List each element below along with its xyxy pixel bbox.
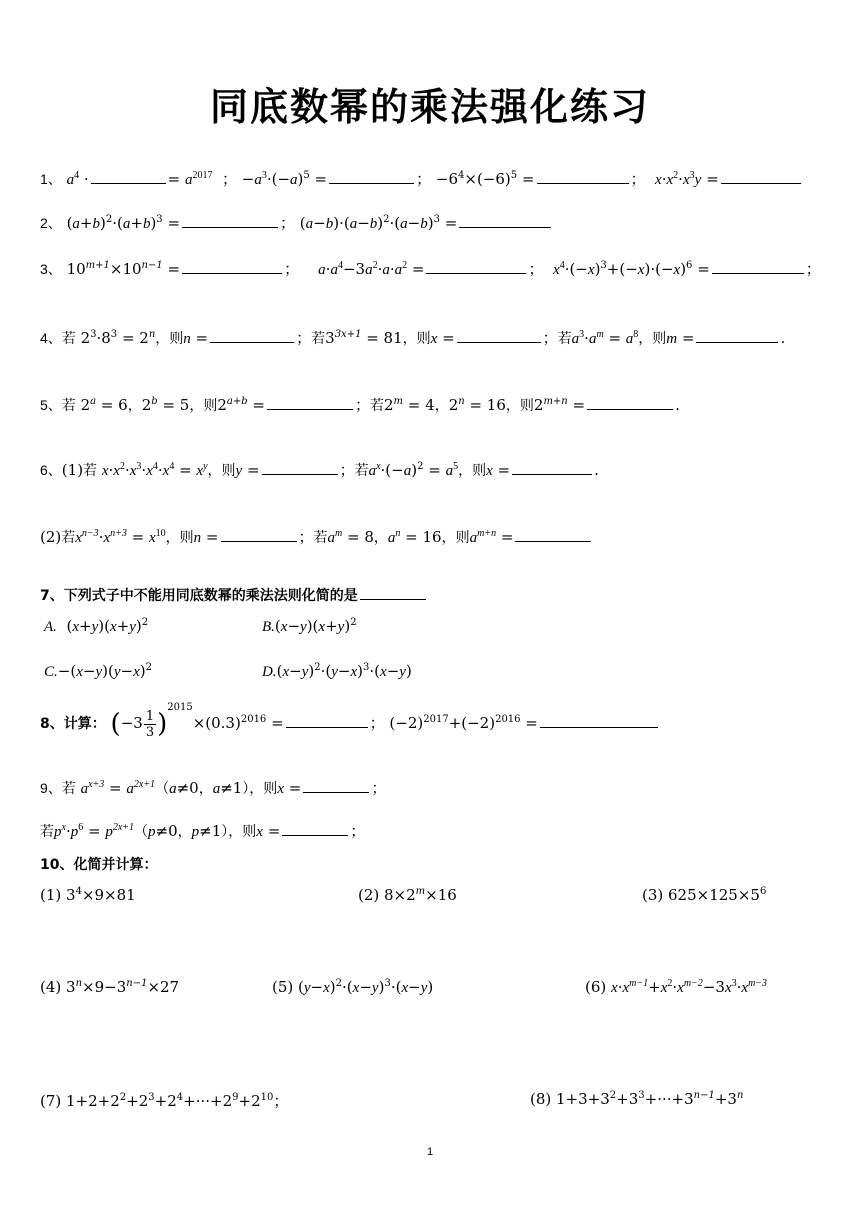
question-9-part-2: 若$p^x\cdot p^6 = p^{2x+1}(p\ne 0$，p≠1），则x = ； [40,822,366,840]
question-5: 5、若 $2^a = 6$，$2^b = 5$，则$2^{a+b}$ = ；若$2^m = 4$，$2^n = 16$，则$2^{m+n}$ = . [40,396,680,414]
q10-item-5: (5) $(y-x)^2\cdot(x-y)^3\cdot(x-y)$ [272,978,434,996]
q10-item-1: (1) $3^4\times 9\times 81$ [40,886,136,904]
question-6-part-1: 6、(1)若 $x\cdot x^2\cdot x^3\cdot x^4\cdot x^4 = x^y$，则y = ；若$a^x\cdot(-a)^2 = a^5$，则x = . [40,461,599,479]
question-8: 8、计算： (−3 $\frac{1}{3}$ )$^{2015}\times(0.3)^{2016}$ = ； $(-2)^{2017}+(-2)^{2016}$ = [40,708,660,740]
question-10 [40,854,157,874]
question-number: 2、 [40,215,62,231]
answer-blank[interactable] [537,182,629,184]
page-title: 同底数幂的乘法强化练习 [209,85,650,129]
q10-item-6: (6) $x\cdot x^{m-1}+x^2\cdot x^{m-2}-3x^3\cdot x^{m-3}$ [585,978,768,996]
answer-blank[interactable] [457,341,541,343]
option-b[interactable]: $B.(x-y)(x+y)^2$ [262,617,357,635]
question-3: 3、 $10^{m+1}\times 10^{n-1}$ = ； $a\cdot a^4-3a^2\cdot a\cdot a^2$ = ； $x^4\cdot(-x)^3+(-x)\cdot(-x)^6$ = ； [40,260,821,278]
answer-blank[interactable] [182,272,282,274]
question-8-prompt: 8、计算： [40,716,106,732]
question-7 [40,585,428,605]
answer-blank[interactable] [721,182,801,184]
question-number: 6、 [40,462,62,478]
option-d[interactable]: $D.(x-y)^2\cdot(y-x)^3\cdot(x-y)$ [262,662,412,680]
q10-item-3: (3) $625\times 125\times 5^6$ [642,886,767,904]
question-2: 2、 $(a+b)^2\cdot(a+b)^3$ = ； $(a-b)\cdot(a-b)^2\cdot(a-b)^3$ = [40,212,553,233]
answer-blank[interactable] [459,226,551,228]
q10-item-7: (7) $1+2+2^2+2^3+2^4+\cdot\cdot\cdot+2^9+2^{10}$； [40,1092,289,1110]
answer-blank[interactable] [426,272,526,274]
answer-blank[interactable] [182,226,278,228]
question-4: 4、若 $2^3\cdot 8^3 = 2^n$，则n = ；若$3^{3x+1} = 81$，则x = ；若$a^3\cdot a^m = a^8$，则m = . [40,329,786,347]
answer-blank[interactable] [286,726,368,728]
answer-blank[interactable] [210,341,294,343]
answer-blank[interactable] [512,473,592,475]
q10-item-8: (8) $1+3+3^2+3^3+\cdot\cdot\cdot+3^{n-1}+3^n$ [530,1090,744,1108]
answer-blank[interactable] [282,834,348,836]
answer-blank[interactable] [540,726,658,728]
question-number: 4、 [40,330,62,346]
answer-blank[interactable] [91,182,166,184]
q10-item-4: (4) $3^n\times 9-3^{n-1}\times 27$ [40,978,180,996]
answer-blank[interactable] [712,272,804,274]
answer-blank[interactable] [360,598,426,600]
answer-blank[interactable] [262,473,338,475]
answer-blank[interactable] [587,408,673,410]
question-10-prompt: 10、化简并计算： [40,857,158,873]
answer-blank[interactable] [515,540,591,542]
q10-item-2: (2) $8\times 2^m\times 16$ [358,886,457,904]
answer-blank[interactable] [267,408,353,410]
answer-blank[interactable] [329,182,414,184]
answer-blank[interactable] [303,791,369,793]
question-number: 3、 [40,261,62,277]
question-6-part-2: (2)若$x^{n-3}\cdot x^{n+3} = x^{10}$，则n = ；若$a^m = 8$，$a^n = 16$，则$a^{m+n}$ = [40,526,593,547]
question-number: 1、 [40,171,62,187]
question-7-prompt: 7、下列式子中不能用同底数幂的乘法法则化简的是 [40,588,358,604]
question-number: 9、 [40,780,62,796]
question-9: 9、若 $a^{x+3} = a^{2x+1}(a\ne 0$，a≠1），则x = ； [40,779,387,797]
question-number: 5、 [40,397,62,413]
answer-blank[interactable] [221,540,297,542]
option-a[interactable]: A. $(x+y)(x+y)^2$ [44,617,149,635]
page-number: 1 [426,1146,434,1158]
answer-blank[interactable] [696,341,778,343]
question-1: 1、 $a^4$ · = $a^{2017}$ ； $-a^3\cdot(-a)^5$ = ； $-6^4\times(-6)^5$ = ； $x\cdot x^2\cdot x^3y$ = [40,168,803,189]
option-c[interactable]: $C.-(x-y)(y-x)^2$ [44,662,152,680]
